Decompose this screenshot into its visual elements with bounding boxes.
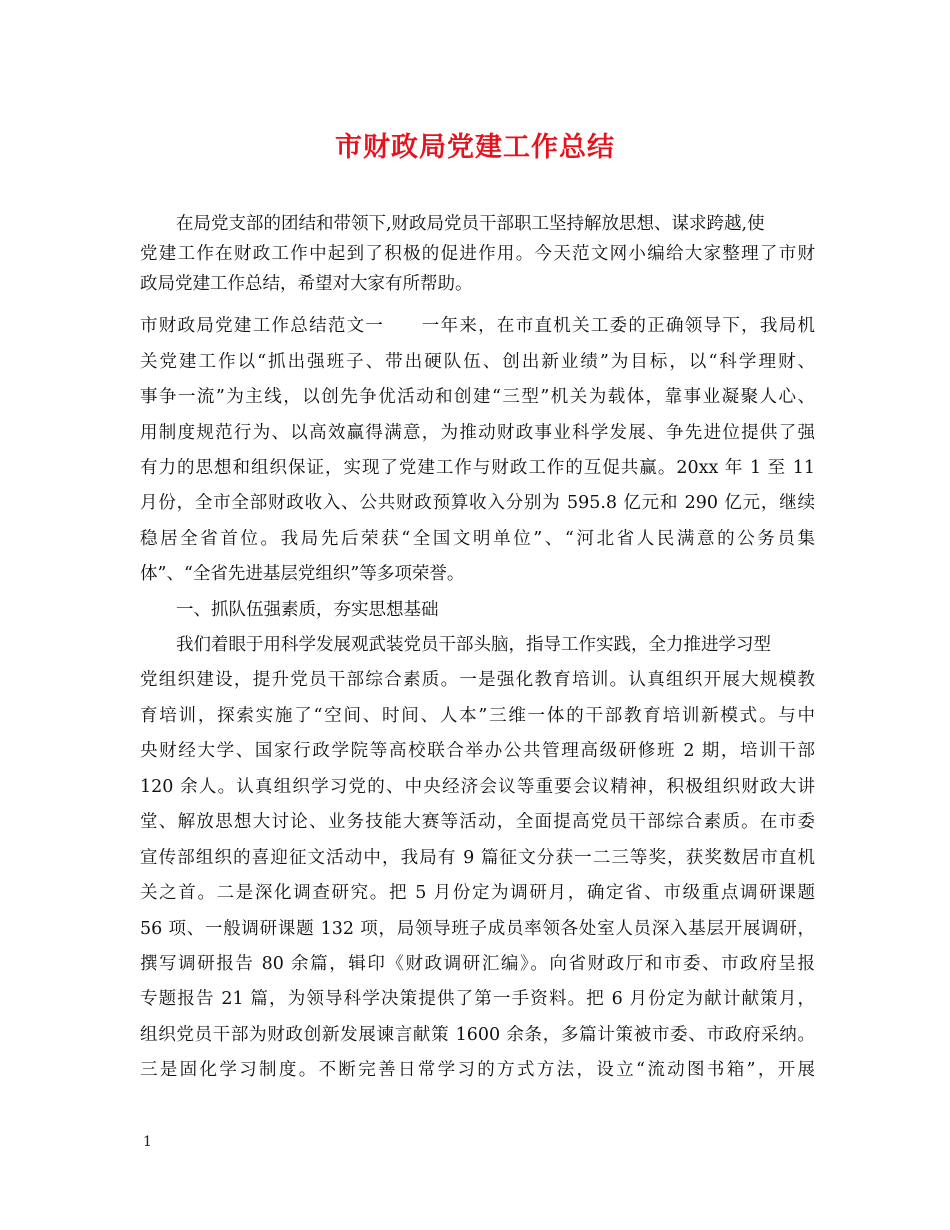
paragraph-line: 120 余人。认真组织学习党的、中央经济会议等重要会议精神，积极组织财政大讲 <box>140 777 815 797</box>
paragraph-line: 56 项、一般调研课题 132 项，局领导班子成员率领各处室人员深入基层开展调研， <box>140 919 815 939</box>
paragraph-line: 专题报告 21 篇，为领导科学决策提供了第一手资料。把 6 月份定为献计献策月， <box>140 989 815 1009</box>
paragraph-line: 宣传部组织的喜迎征文活动中，我局有 9 篇征文分获一二三等奖，获奖数居市直机 <box>140 848 815 868</box>
paragraph-line: 党组织建设，提升党员干部综合素质。一是强化教育培训。认真组织开展大规模教 <box>140 670 815 690</box>
paragraph-line: 用制度规范行为、以高效赢得满意，为推动财政事业科学发展、争先进位提供了强 <box>140 423 815 443</box>
paragraph-line: 市财政局党建工作总结范文一 一年来，在市直机关工委的正确领导下，我局机 <box>140 316 815 336</box>
paragraph-line: 我们着眼于用科学发展观武装党员干部头脑，指导工作实践，全力推进学习型 <box>176 635 771 655</box>
paragraph-line: 党建工作在财政工作中起到了积极的促进作用。今天范文网小编给大家整理了市财 <box>140 244 815 264</box>
paragraph-line: 三是固化学习制度。不断完善日常学习的方式方法，设立“流动图书箱”，开展 <box>140 1060 815 1080</box>
paragraph-line: 堂、解放思想大讨论、业务技能大赛等活动，全面提高党员干部综合素质。在市委 <box>140 812 815 832</box>
paragraph-line: 有力的思想和组织保证，实现了党建工作与财政工作的互促共赢。20xx 年 1 至 11 <box>140 458 815 478</box>
paragraph-line: 关党建工作以“抓出强班子、带出硬队伍、创出新业绩”为目标，以“科学理财、 <box>140 352 815 372</box>
section-heading: 一、抓队伍强素质，夯实思想基础 <box>176 600 439 620</box>
paragraph-line: 组织党员干部为财政创新发展谏言献策 1600 余条，多篇计策被市委、市政府采纳。 <box>140 1025 815 1045</box>
paragraph-line: 关之首。二是深化调查研究。把 5 月份定为调研月，确定省、市级重点调研课题 <box>140 883 815 903</box>
paragraph-line: 撰写调研报告 80 余篇，辑印《财政调研汇编》。向省财政厅和市委、市政府呈报 <box>140 954 815 974</box>
paragraph-line: 月份，全市全部财政收入、公共财政预算收入分别为 595.8 亿元和 290 亿元，继续 <box>140 493 815 513</box>
paragraph-line: 稳居全省首位。我局先后荣获“全国文明单位”、“河北省人民满意的公务员集 <box>140 529 815 549</box>
paragraph-line: 事争一流”为主线，以创先争优活动和创建“三型”机关为载体，靠事业凝聚人心、 <box>140 387 815 407</box>
paragraph-line: 在局党支部的团结和带领下,财政局党员干部职工坚持解放思想、谋求跨越,使 <box>176 214 765 234</box>
paragraph-line: 央财经大学、国家行政学院等高校联合举办公共管理高级研修班 2 期，培训干部 <box>140 741 815 761</box>
document-title: 市财政局党建工作总结 <box>335 132 615 163</box>
paragraph-line: 体”、“全省先进基层党组织”等多项荣誉。 <box>140 564 465 584</box>
page-number: 1 <box>143 1134 152 1150</box>
paragraph-line: 育培训，探索实施了“空间、时间、人本”三维一体的干部教育培训新模式。与中 <box>140 706 815 726</box>
paragraph-line: 政局党建工作总结，希望对大家有所帮助。 <box>140 274 473 294</box>
